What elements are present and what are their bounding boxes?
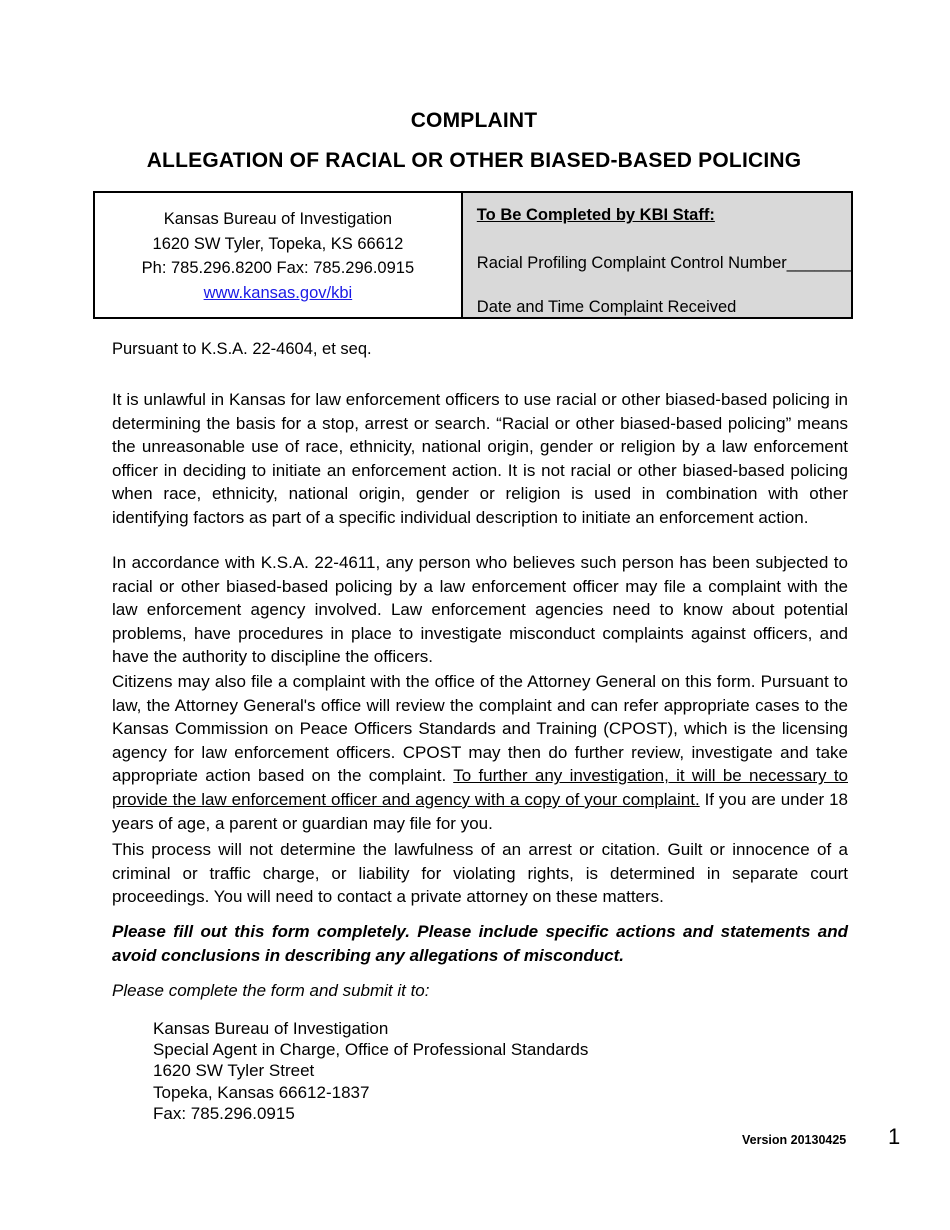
paragraph-3 — [112, 670, 848, 835]
agency-info-cell — [95, 193, 463, 317]
submit-address-line-2: Special Agent in Charge, Office of Professional Standards — [153, 1040, 589, 1060]
kbi-staff-heading: To Be Completed by KBI Staff: — [476, 206, 715, 224]
submit-instruction: Please complete the form and submit it to: — [112, 981, 430, 1000]
footer-version: Version 20130425 — [742, 1133, 847, 1147]
agency-name: Kansas Bureau of Investigation — [163, 210, 393, 228]
header-info-table — [93, 191, 853, 319]
control-number-field[interactable]: Racial Profiling Complaint Control Number_______ — [476, 254, 851, 272]
title-complaint: COMPLAINT — [410, 109, 538, 132]
page-title — [93, 108, 855, 174]
paragraph-block-3 — [112, 670, 848, 836]
agency-phone-fax: Ph: 785.296.8200 Fax: 785.296.0915 — [141, 259, 415, 277]
paragraph-3-underlined-notice: To further any investigation, it will be necessary to provide the law enforcement officer and agency with a copy of your complaint. — [112, 766, 848, 809]
paragraph-4: This process will not determine the lawfulness of an arrest or citation. Guilt or innocence of a criminal or traffic charge, or liability for violating rights, is determined in separate court proceedings. You will need to contact a private attorney on these matters. — [112, 840, 848, 907]
submit-instruction-block — [112, 979, 848, 1003]
title-allegation: ALLEGATION OF RACIAL OR OTHER BIASED-BASED POLICING — [146, 149, 802, 172]
kbi-website-link[interactable]: www.kansas.gov/kbi — [203, 283, 353, 302]
emphasis-block — [112, 920, 848, 967]
footer-page-number: 1 — [888, 1124, 901, 1149]
submit-address-block — [153, 1018, 588, 1124]
paragraph-3-part-2: If you are under 18 years of age, a parent or guardian may file for you. — [112, 789, 849, 833]
kbi-staff-cell — [463, 193, 851, 317]
paragraph-1: It is unlawful in Kansas for law enforcement officers to use racial or other biased-based policing in determining the basis for a stop, arrest or search. “Racial or other biased-based policing” means the unreasonable use of race, ethnicity, national origin, gender or religion by a law enforcement officer in deciding to initiate an enforcement action. It is not racial or other biased-based policing when race, ethnicity, national origin, gender or religion is used in combination with other identifying factors as part of a specific individual description to initiate an enforcement action. — [112, 390, 848, 527]
paragraph-block-4 — [112, 838, 848, 910]
submit-address-line-4: Topeka, Kansas 66612-1837 — [153, 1082, 370, 1102]
submit-address-line-1: Kansas Bureau of Investigation — [153, 1019, 389, 1038]
date-time-received-field[interactable]: Date and Time Complaint Received — [476, 298, 737, 316]
submit-address-line-3: 1620 SW Tyler Street — [153, 1061, 315, 1081]
pursuant-statute-line: Pursuant to K.S.A. 22-4604, et seq. — [112, 340, 372, 358]
paragraph-block-2 — [112, 551, 848, 670]
submit-address-line-5: Fax: 785.296.0915 — [153, 1103, 295, 1123]
fill-out-completely-instruction: Please fill out this form completely. Please include specific actions and statements and avoid conclusions in describing any allegations of misconduct. — [112, 922, 848, 965]
paragraph-2: In accordance with K.S.A. 22-4611, any person who believes such person has been subjected to racial or other biased-based policing by a law enforcement officer may file a complaint with the law enforcement agency involved. Law enforcement agencies need to know about potential problems, have procedures in place to investigate misconduct complaints against officers, and have the authority to discipline the officers. — [112, 553, 848, 667]
paragraph-block-1 — [112, 388, 848, 531]
paragraph-3-part-1: Citizens may also file a complaint with the office of the Attorney General on this form. Pursuant to law, the Attorney General's office will review the complaint and can refer appropriate cases to the Kansas Commission on Peace Officers Standards and Training (CPOST), which is the licensing agency for law enforcement officers. CPOST may then do further review, investigate and take appropriate action based on the complaint. — [112, 672, 848, 786]
agency-address: 1620 SW Tyler, Topeka, KS 66612 — [152, 234, 404, 253]
